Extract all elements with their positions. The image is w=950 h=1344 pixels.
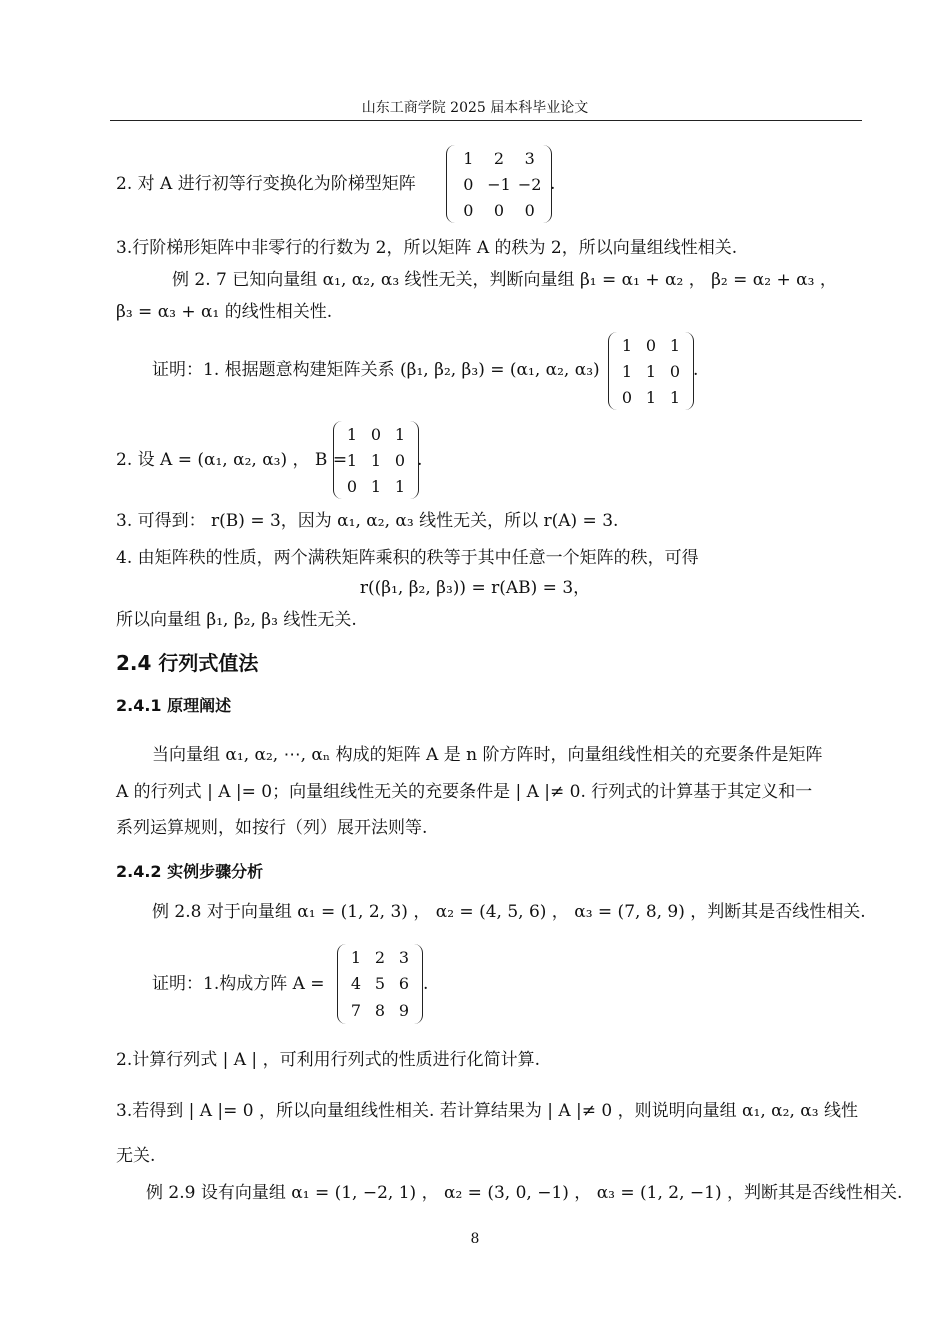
matrix-entry: 2: [374, 947, 386, 967]
matrix-entry: 8: [374, 1001, 386, 1021]
conclusion: 所以向量组 β₁, β₂, β₃ 线性无关.: [116, 610, 357, 630]
matrix-entry: 2: [493, 148, 505, 168]
subsection-heading-2-4-2: 2.4.2 实例步骤分析: [116, 862, 264, 881]
paragraph-line: 系列运算规则，如按行（列）展开法则等.: [116, 818, 428, 838]
proof-step-3-cont: 无关.: [116, 1146, 156, 1166]
example-2-7-line1: 例 2. 7 已知向量组 α₁, α₂, α₃ 线性无关，判断向量组 β₁ = α₁ + α₂ ， β₂ = α₂ + α₃ ，: [172, 270, 837, 290]
matrix-entry: 7: [350, 1001, 362, 1021]
matrix-entry: 0: [463, 200, 474, 220]
matrix-entry: −2: [517, 174, 542, 194]
matrix-entry: 1: [394, 476, 406, 496]
section-heading-2-4: 2.4 行列式值法: [116, 651, 259, 675]
matrix-entry: 3: [524, 148, 535, 168]
proof-step-1: 证明：1.构成方阵 A =: [152, 974, 325, 994]
matrix-entry: 0: [669, 361, 681, 381]
matrix-B: [333, 421, 419, 499]
rank-equation: r((β₁, β₂, β₃)) = r(AB) = 3，: [359, 578, 591, 598]
matrix-entry: 1: [621, 361, 633, 381]
period: .: [550, 174, 556, 194]
matrix-entry: 0: [463, 174, 474, 194]
example-2-7-line2: β₃ = α₃ + α₁ 的线性相关性.: [116, 302, 333, 322]
proof-step-2: 2.计算行列式 | A | ，可利用行列式的性质进行化简计算.: [116, 1050, 540, 1070]
coefficient-matrix: [608, 332, 694, 410]
proof-step-3: 3.若得到 | A |= 0 ，所以向量组线性相关. 若计算结果为 | A |≠ 0 ，则说明向量组 α₁, α₂, α₃ 线性: [116, 1101, 858, 1121]
matrix-entry: 1: [645, 387, 657, 407]
header-rule: [110, 120, 862, 121]
matrix-entry: 0: [524, 200, 535, 220]
period: .: [693, 360, 699, 380]
proof-step-1: 证明：1. 根据题意构建矩阵关系 (β₁, β₂, β₃) = (α₁, α₂, α₃): [152, 360, 600, 380]
matrix-entry: 9: [398, 1001, 410, 1021]
matrix-entry: −1: [487, 174, 511, 194]
echelon-matrix: [446, 145, 552, 223]
matrix-entry: 0: [645, 335, 657, 355]
paragraph-line: A 的行列式 | A |= 0；向量组线性无关的充要条件是 | A |≠ 0. 行列式的计算基于其定义和一: [116, 782, 813, 802]
matrix-entry: 1: [621, 335, 633, 355]
matrix-entry: 1: [463, 148, 474, 168]
proof-step-4: 4. 由矩阵秩的性质，两个满秩矩阵乘积的秩等于其中任意一个矩阵的秩，可得: [116, 548, 699, 568]
paragraph-line: 当向量组 α₁, α₂, ⋯, αₙ 构成的矩阵 A 是 n 阶方阵时，向量组线性相关的充要条件是矩阵: [152, 745, 823, 765]
matrix-entry: 1: [669, 387, 681, 407]
matrix-entry: 0: [394, 450, 406, 470]
matrix-entry: 6: [398, 974, 410, 994]
proof-step-2: 2. 设 A = (α₁, α₂, α₃) ， B =: [116, 450, 348, 470]
matrix-entry: 1: [370, 450, 382, 470]
matrix-entry: 3: [398, 947, 410, 967]
matrix-entry: 5: [374, 974, 386, 994]
matrix-entry: 1: [669, 335, 681, 355]
matrix-A: [337, 944, 423, 1024]
matrix-entry: 0: [346, 476, 358, 496]
matrix-entry: 1: [394, 424, 406, 444]
proof-step-3: 3. 可得到： r(B) = 3，因为 α₁, α₂, α₃ 线性无关，所以 r(A) = 3.: [116, 511, 619, 531]
matrix-entry: 0: [493, 200, 505, 220]
period: .: [417, 450, 423, 470]
matrix-entry: 1: [346, 450, 358, 470]
running-header: 山东工商学院 2025 届本科毕业论文: [361, 100, 589, 116]
matrix-entry: 0: [621, 387, 633, 407]
example-2-9: 例 2.9 设有向量组 α₁ = (1, −2, 1) ， α₂ = (3, 0, −1) ， α₃ = (1, 2, −1) ，判断其是否线性相关.: [146, 1183, 903, 1203]
matrix-entry: 1: [370, 476, 382, 496]
example-2-8: 例 2.8 对于向量组 α₁ = (1, 2, 3) ， α₂ = (4, 5, 6) ， α₃ = (7, 8, 9) ，判断其是否线性相关.: [152, 902, 866, 922]
step-2-text: 2. 对 A 进行初等行变换化为阶梯型矩阵: [116, 174, 416, 194]
matrix-entry: 0: [370, 424, 382, 444]
matrix-entry: 1: [645, 361, 657, 381]
matrix-entry: 4: [350, 974, 362, 994]
page-number: 8: [470, 1231, 480, 1247]
period: .: [423, 974, 429, 994]
step-3-text: 3.行阶梯形矩阵中非零行的行数为 2，所以矩阵 A 的秩为 2，所以向量组线性相关.: [116, 238, 738, 258]
matrix-entry: 1: [346, 424, 358, 444]
matrix-entry: 1: [350, 947, 362, 967]
subsection-heading-2-4-1: 2.4.1 原理阐述: [116, 696, 232, 715]
